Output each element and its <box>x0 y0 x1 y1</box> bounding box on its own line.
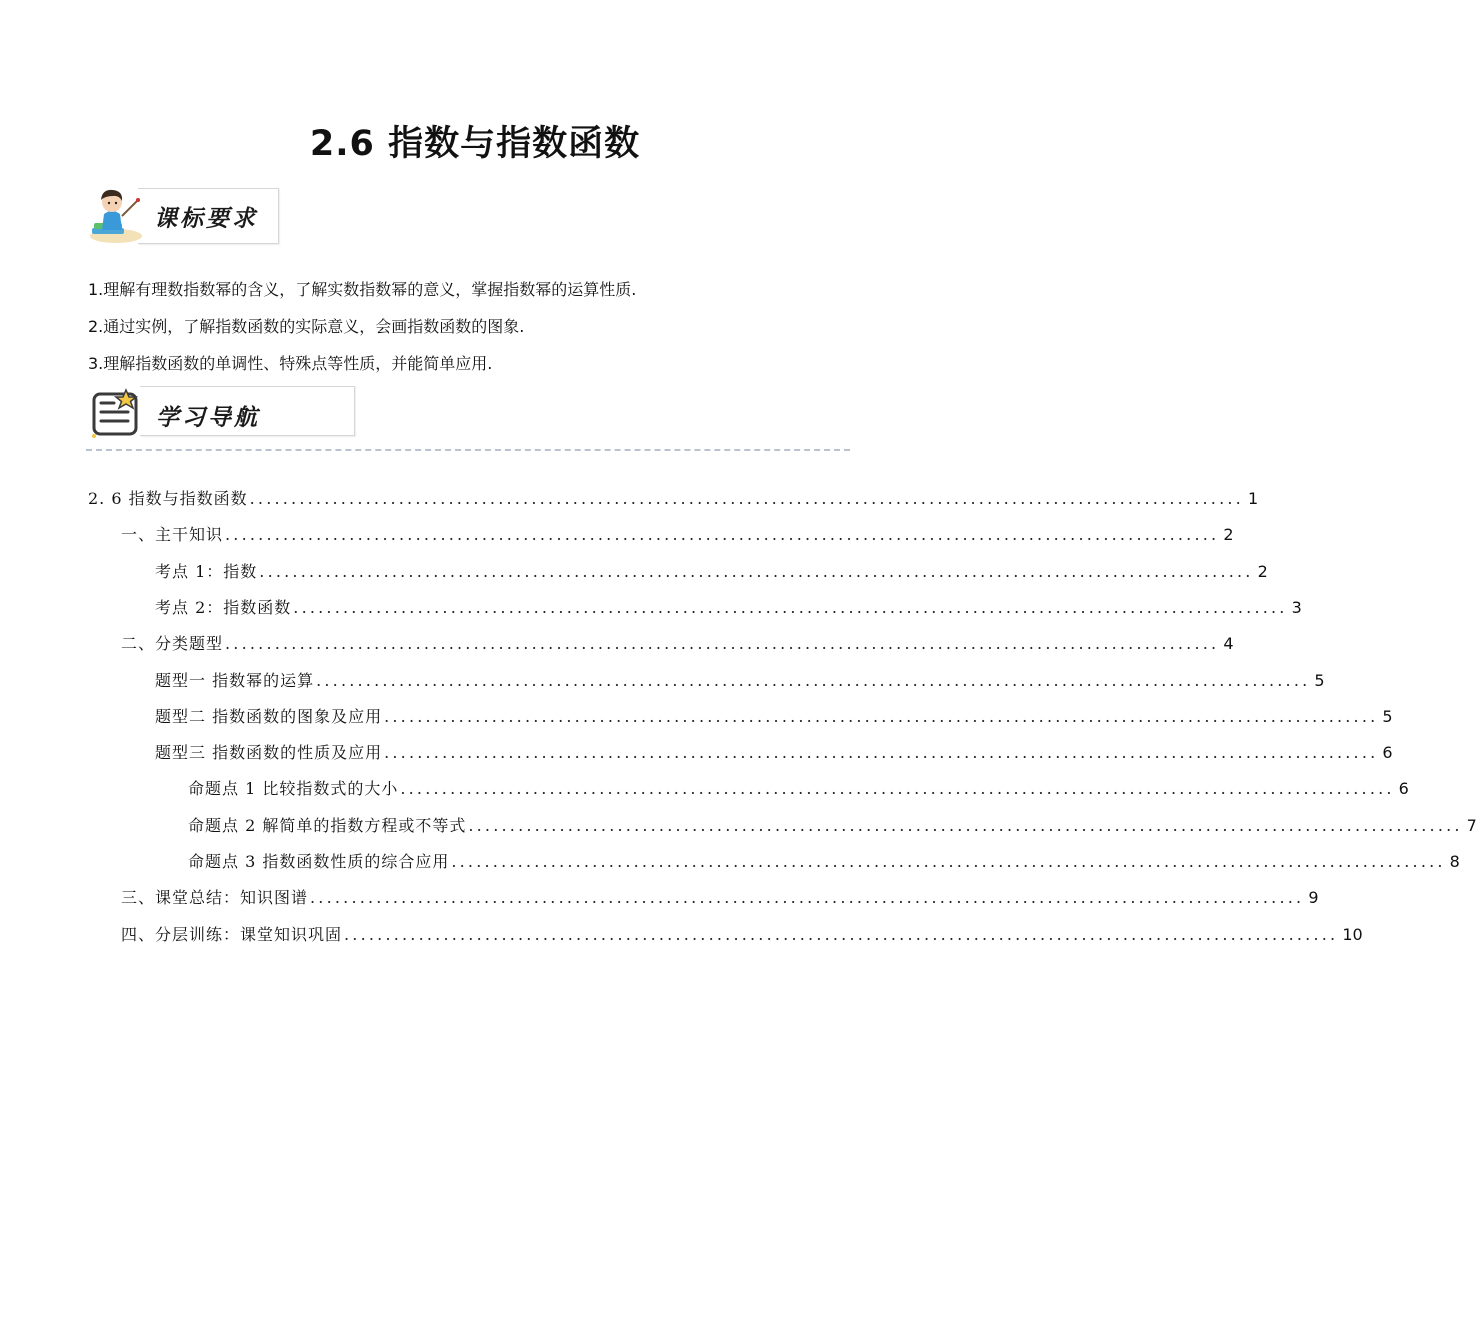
toc-leader-dots: ........................................................................................................................ <box>316 671 1311 690</box>
document-title: 2.6 指数与指数函数 <box>309 124 641 164</box>
toc-label: 2. 6 指数与指数函数 <box>88 489 248 508</box>
requirement-3: 3.理解指数函数的单调性、特殊点等性质，并能简单应用. <box>88 354 493 373</box>
toc-leader-dots: ........................................................................................................................ <box>259 562 1254 581</box>
toc-page-number: 3 <box>1291 598 1302 617</box>
toc-entry[interactable] <box>155 740 1393 763</box>
toc-leader-dots: ........................................................................................................................ <box>225 634 1220 653</box>
curriculum-requirements-banner <box>86 184 280 246</box>
toc-page-number: 5 <box>1382 707 1393 726</box>
toc-leader-dots: ........................................................................................................................ <box>249 489 1244 508</box>
toc-leader-dots: ........................................................................................................................ <box>400 779 1395 798</box>
toc-leader-dots: ........................................................................................................................ <box>293 598 1288 617</box>
toc-entry[interactable] <box>88 486 1259 509</box>
toc-page-number: 9 <box>1308 888 1319 907</box>
toc-page-number: 6 <box>1398 779 1409 798</box>
toc-page-number: 10 <box>1342 925 1363 944</box>
toc-label: 题型三 指数函数的性质及应用 <box>155 743 383 762</box>
toc-page-number: 5 <box>1314 671 1325 690</box>
toc-leader-dots: ........................................................................................................................ <box>468 816 1463 835</box>
toc-label: 命题点 2 解简单的指数方程或不等式 <box>188 816 467 835</box>
toc-page-number: 6 <box>1382 743 1393 762</box>
toc-entry[interactable] <box>155 559 1268 582</box>
notebook-star-icon <box>88 386 144 440</box>
toc-page-number: 1 <box>1247 489 1259 508</box>
toc-entry[interactable] <box>155 704 1393 727</box>
toc-entry[interactable] <box>121 922 1363 945</box>
requirement-1: 1.理解有理数指数幂的含义，了解实数指数幂的意义，掌握指数幂的运算性质. <box>88 280 637 299</box>
toc-label: 三、课堂总结：知识图谱 <box>121 888 309 907</box>
toc-page-number: 7 <box>1466 816 1477 835</box>
toc-page-number: 4 <box>1223 634 1234 653</box>
toc-entry[interactable] <box>188 849 1460 872</box>
toc-entry[interactable] <box>188 776 1409 799</box>
toc-entry[interactable] <box>121 522 1234 545</box>
toc-leader-dots: ........................................................................................................................ <box>384 743 1379 762</box>
toc-entry[interactable] <box>155 668 1325 691</box>
toc-leader-dots: ........................................................................................................................ <box>451 852 1446 871</box>
toc-label: 四、分层训练：课堂知识巩固 <box>121 925 343 944</box>
toc-leader-dots: ........................................................................................................................ <box>384 707 1379 726</box>
toc-label: 命题点 3 指数函数性质的综合应用 <box>188 852 450 871</box>
toc-leader-dots: ........................................................................................................................ <box>344 925 1339 944</box>
toc-label: 题型一 指数幂的运算 <box>155 671 315 690</box>
banner-title: 课标要求 <box>154 205 258 232</box>
requirement-2: 2.通过实例，了解指数函数的实际意义，会画指数函数的图象. <box>88 317 525 336</box>
toc-entry[interactable] <box>188 813 1477 836</box>
toc-label: 考点 2：指数函数 <box>155 598 292 617</box>
toc-entry[interactable] <box>121 885 1319 908</box>
study-navigation-banner <box>88 386 356 440</box>
toc-page-number: 8 <box>1449 852 1460 871</box>
teacher-pointer-icon <box>86 184 146 246</box>
toc-label: 命题点 1 比较指数式的大小 <box>188 779 399 798</box>
banner-title: 学习导航 <box>156 404 260 431</box>
toc-label: 一、主干知识 <box>121 525 224 544</box>
section-divider <box>86 449 850 451</box>
toc-label: 考点 1：指数 <box>155 562 258 581</box>
toc-entry[interactable] <box>155 595 1302 618</box>
toc-leader-dots: ........................................................................................................................ <box>310 888 1305 907</box>
toc-page-number: 2 <box>1223 525 1234 544</box>
toc-leader-dots: ........................................................................................................................ <box>225 525 1220 544</box>
toc-entry[interactable] <box>121 631 1234 654</box>
toc-label: 二、分类题型 <box>121 634 224 653</box>
toc-label: 题型二 指数函数的图象及应用 <box>155 707 383 726</box>
toc-page-number: 2 <box>1257 562 1268 581</box>
